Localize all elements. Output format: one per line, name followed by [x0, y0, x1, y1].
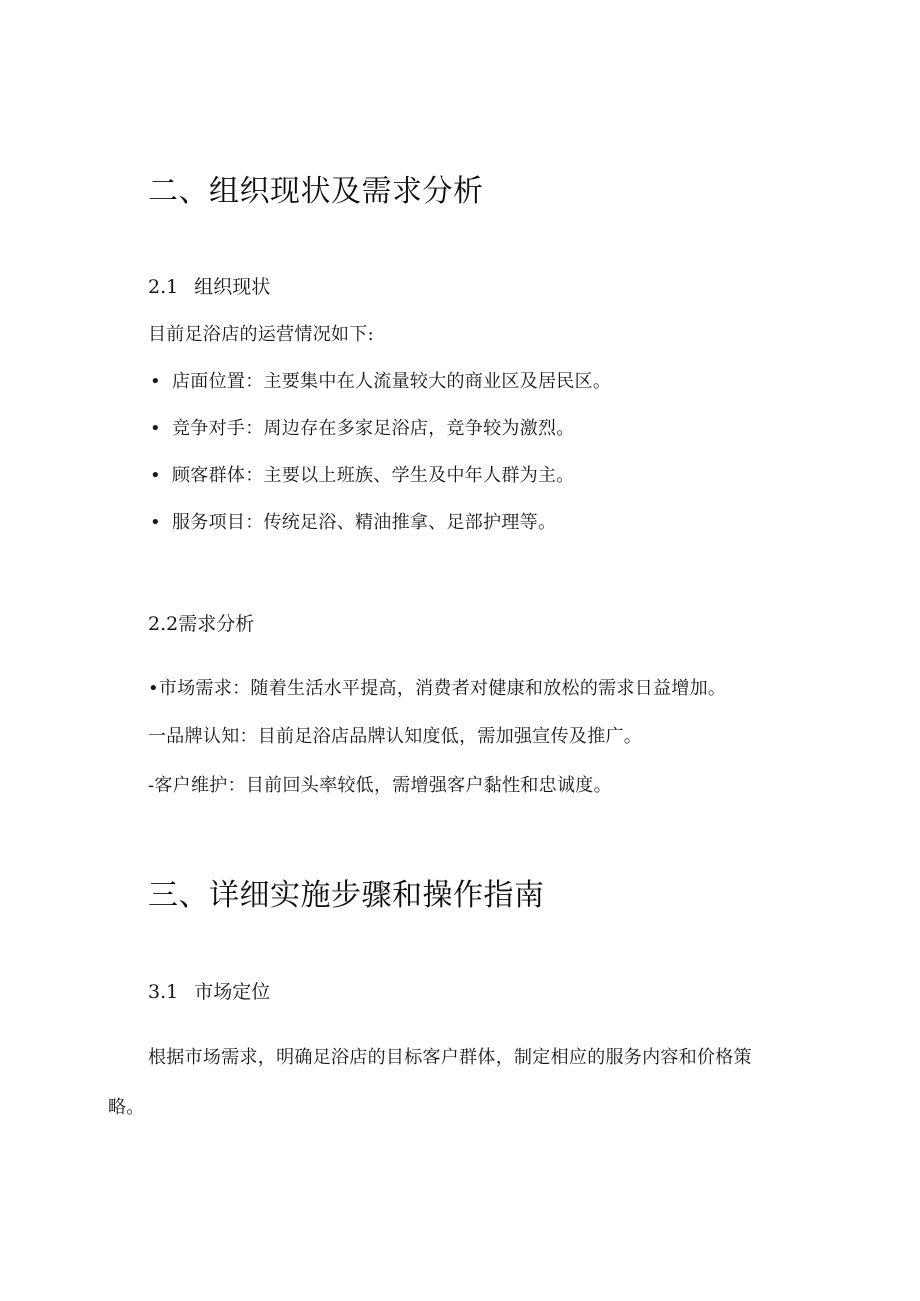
subsection-2-2-heading: [148, 609, 254, 636]
list-item: 一品牌认知：目前足浴店品牌认知度低，需加强宣传及推广。: [148, 726, 643, 747]
intro-text: 目前足浴店的运营情况如下:: [148, 324, 374, 345]
paragraph-line: 略。: [108, 1097, 145, 1118]
bullet-marker: •: [150, 465, 161, 486]
subsection-number: 2.2: [148, 613, 179, 635]
subsection-number: 2.1: [148, 276, 179, 298]
subsection-title: 组织现状: [194, 276, 271, 298]
paragraph-line: 根据市场需求，明确足浴店的目标客户群体，制定相应的服务内容和价格策: [148, 1047, 752, 1068]
bullet-marker: •: [150, 512, 161, 533]
list-item-text: 服务项目：传统足浴、精油推拿、足部护理等。: [172, 512, 557, 533]
subsection-title: 市场定位: [194, 981, 271, 1003]
subsection-title: 需求分析: [178, 613, 255, 635]
list-item-text: 顾客群体：主要以上班族、学生及中年人群为主。: [172, 465, 575, 486]
list-item: [150, 508, 556, 534]
list-item: -客户维护：目前回头率较低，需增强客户黏性和忠诚度。: [148, 775, 612, 796]
section-2-heading: 二、组织现状及需求分析: [148, 174, 484, 209]
list-item: [150, 367, 611, 393]
list-item: [150, 461, 575, 487]
section-3-heading: 三、详细实施步骤和操作指南: [148, 878, 545, 913]
bullet-marker: •: [150, 371, 161, 392]
subsection-number: 3.1: [148, 981, 179, 1003]
subsection-2-1-heading: [148, 272, 270, 299]
subsection-3-1-heading: [148, 977, 270, 1004]
list-item: [150, 414, 575, 440]
bullet-marker: •: [150, 418, 161, 439]
list-item-text: 竞争对手：周边存在多家足浴店，竞争较为激烈。: [172, 418, 575, 439]
list-item: •市场需求：随着生活水平提高，消费者对健康和放松的需求日益增加。: [148, 678, 727, 699]
list-item-text: 店面位置：主要集中在人流量较大的商业区及居民区。: [172, 371, 612, 392]
